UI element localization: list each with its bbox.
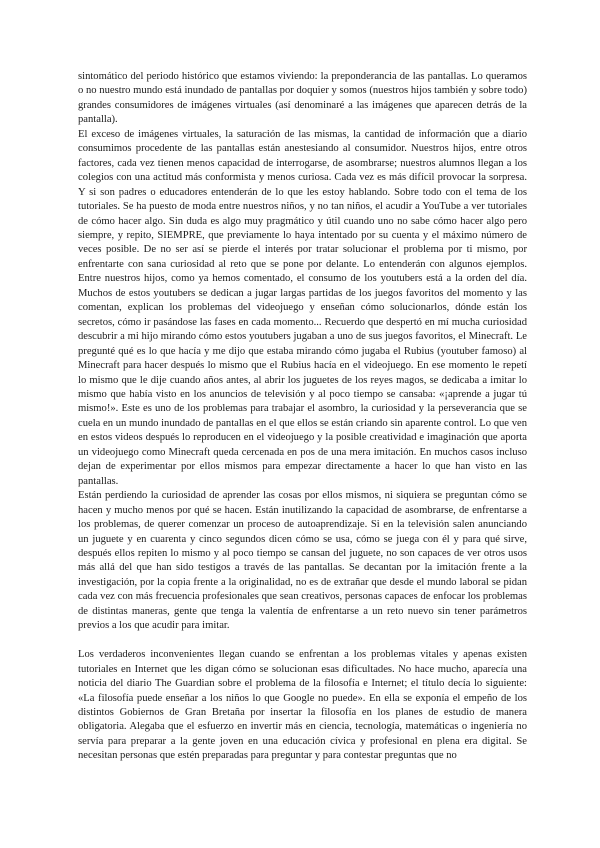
paragraph-losing-curiosity: Están perdiendo la curiosidad de aprender las cosas por ellos mismos, ni siquiera se preguntan cómo se hacen y mucho menos por qué se hacen. Están inutilizando la capacidad de asombrarse, de enfrentarse a los problemas, de querer comenzar un proceso de autoaprendizaje. Si en la televisión salen anunciando un juguete y en cuarenta y cinco segundos dicen cómo se usa, cómo se juega con él y para qué sirve, después ellos repiten lo mismo y al poco tiempo se cansan del juguete, no son capaces de ver otros usos más allá del que han sido testigos a través de las pantallas. Se decantan por la imitación frente a la investigación, por la copia frente a la originalidad, no es de extrañar que desde el mundo laboral se pidan cada vez con más frecuencia profesionales que sean creativos, personas capaces de enfocar los problemas de distintas maneras, gente que tenga la valentía de enfrentarse a un reto nuevo sin tener parámetros previos a los que acudir para imitar. [78,490,527,632]
body-text [78,70,527,764]
paragraph-real-problems: Los verdaderos inconvenientes llegan cuando se enfrentan a los problemas vitales y apenas existen tutoriales en Internet que les digan cómo se solucionan esas dificultades. No hace mucho, aparecía una noticia del diario The Guardian sobre el problema de la filosofía e Internet; el título decía lo siguiente: «La filosofía puede enseñar a los niños lo que Google no puede». En ella se exponía el empeño de los distintos Gobiernos de Gran Bretaña por insertar la filosofía en los planes de estudio de manera obligatoria. Alegaba que el esfuerzo en invertir más en ciencia, tecnología, matemáticas o ingeniería no servía para preparar a la gente joven en una educación cívica y profesional en plena era digital. Se necesitan personas que estén preparadas para preguntar y para contestar preguntas que no [78,649,527,762]
paragraph-continuation: sintomático del periodo histórico que estamos viviendo: la preponderancia de las pantallas. Lo queramos o no nuestro mundo está inundado de pantallas por doquier y somos (nuestros hijos también y sobre todo) grandes consumidores de imágenes virtuales (así denominaré a las imágenes que aparecen detrás de la pantalla). [78,71,527,126]
paragraph-image-excess: El exceso de imágenes virtuales, la saturación de las mismas, la cantidad de información que a diario consumimos procedente de las pantallas están anestesiando al consumidor. Nuestros hijos, entre otros factores, cada vez tienen menos capacidad de interrogarse, de asombrarse; nuestros alumnos llegan a los colegios con una actitud más conformista y menos curiosa. Cada vez es más difícil provocar la sorpresa. Y si son padres o educadores entenderán de lo que les estoy hablando. Sobre todo con el tema de los tutoriales. Se ha puesto de moda entre nuestros niños, y no tan niños, el acudir a YouTube a ver tutoriales de cómo hacer algo. Sin duda es algo muy pragmático y útil cuando uno no sabe cómo hacer algo pero siempre, y repito, SIEMPRE, que previamente lo haya intentado por su cuenta y el máximo número de veces posible. De no ser así se pierde el interés por tratar solucionar el problema por ti mismo, por enfrentarte con sana curiosidad al reto que se pone por delante. Lo entenderán con algunos ejemplos. Entre nuestros hijos, como ya hemos comentado, el consumo de los youtubers está a la orden del día. Muchos de estos youtubers se dedican a jugar largas partidas de los juegos favoritos del momento y las comentan, explican los problemas del videojuego y enseñan cómo solucionarlos, dónde están los secretos, cómo ir pasándose las fases en cada momento... Recuerdo que despertó en mí mucha curiosidad descubrir a mi hijo mirando cómo estos youtubers jugaban a uno de sus juegos favoritos, el Minecraft. Le pregunté qué es lo que hacía y me dijo que estaba mirando cómo jugaba el Rubius (youtuber famoso) al Minecraft para hacer después lo mismo que el Rubius hacía en el videojuego. En ese momento le repetí lo mismo que le dije cuando años antes, al abrir los juguetes de los reyes magos, se dedicaba a imitar lo mismo que había visto en los anuncios de televisión y al poco tiempo se cansaba: «¡aprende a jugar tú mismo!». Este es uno de los problemas para trabajar el asombro, la curiosidad y la perseverancia que se cuela en un mundo inundado de pantallas en el que ellos se están criando sin aparente control. Lo que ven en estos videos después lo reproducen en el videojuego y la posible creatividad e imaginación que aporta un videojuego como Minecraft queda cercenada en pos de una mera imitación. En muchos casos incluso dejan de experimentar por ellos mismos para empezar directamente a hacer lo que han visto en las pantallas. [78,128,527,487]
